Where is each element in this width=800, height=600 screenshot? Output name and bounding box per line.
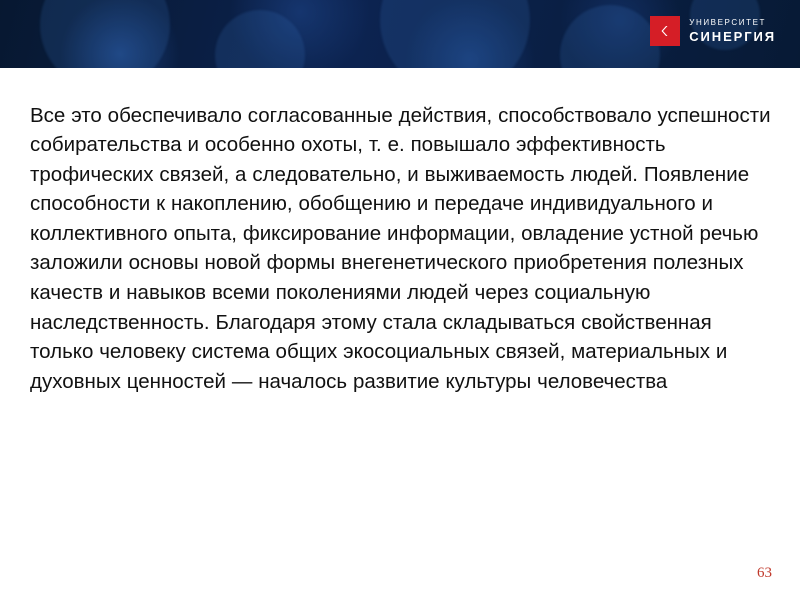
header-glow-decoration	[40, 0, 170, 68]
logo-mark	[650, 16, 680, 46]
chevron-left-icon	[658, 24, 672, 38]
header-glow-decoration	[560, 5, 660, 68]
slide-header-band	[0, 0, 800, 68]
logo-text	[689, 19, 776, 43]
header-glow-decoration	[215, 10, 305, 68]
logo-bottom-line: СИНЕРГИЯ	[689, 29, 776, 44]
header-glow-decoration	[380, 0, 530, 68]
page-number: 63	[757, 565, 772, 581]
slide-content	[30, 80, 777, 417]
logo-top-line: УНИВЕРСИТЕТ	[689, 18, 767, 27]
body-paragraph: Все это обеспечивало согласованные действия, способствовало успешности собирательства и особенно охоты, т. е. повышало эффективность трофических связей, а следовательно, и выживаемость людей. Появление способности к накоплению, обобщению и передаче индивидуального и коллективного опыта, фиксирование информации, овладение устной речью заложили основы новой формы внегенетического приобретения полезных качеств и навыков всеми поколениями людей через социальную наследственность. Благодаря этому стала складываться свойственная только человеку система общих экосоциальных связей, материальных и духовных ценностей — началось развитие культуры человечества	[30, 103, 777, 393]
synergy-logo	[650, 16, 776, 46]
